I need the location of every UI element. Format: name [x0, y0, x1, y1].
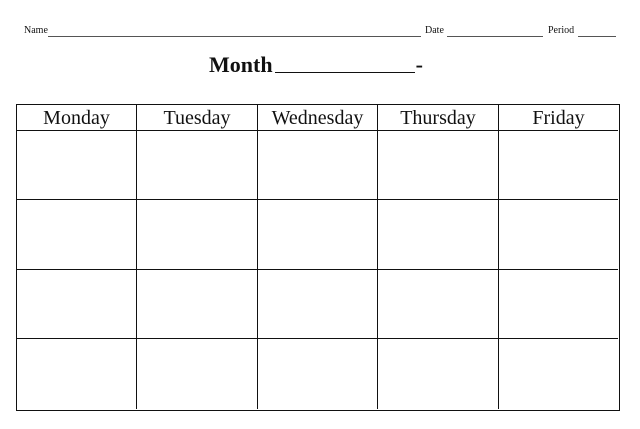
calendar-cell[interactable]	[17, 339, 137, 409]
calendar-cell[interactable]	[378, 339, 499, 409]
calendar-cell[interactable]	[378, 200, 499, 270]
calendar-cell[interactable]	[499, 131, 618, 200]
calendar-cell[interactable]	[258, 270, 378, 339]
header-fields	[24, 24, 616, 38]
month-title	[209, 51, 423, 79]
calendar-cell[interactable]	[499, 339, 618, 409]
calendar-cell[interactable]	[137, 270, 258, 339]
day-header-monday: Monday	[17, 105, 137, 131]
day-header-tuesday: Tuesday	[137, 105, 258, 131]
calendar-cell[interactable]	[17, 270, 137, 339]
calendar-cell[interactable]	[258, 131, 378, 200]
day-header-thursday: Thursday	[378, 105, 499, 131]
weekly-calendar-grid	[16, 104, 620, 411]
day-header-friday: Friday	[499, 105, 618, 131]
month-label: Month	[209, 52, 273, 77]
period-field[interactable]	[578, 36, 616, 37]
calendar-cell[interactable]	[378, 131, 499, 200]
calendar-cell[interactable]	[137, 339, 258, 409]
month-field[interactable]	[275, 52, 415, 73]
date-field[interactable]	[447, 36, 543, 37]
calendar-cell[interactable]	[137, 131, 258, 200]
date-label: Date	[425, 25, 444, 36]
calendar-cell[interactable]	[378, 270, 499, 339]
calendar-cell[interactable]	[17, 131, 137, 200]
name-field[interactable]	[48, 36, 421, 37]
calendar-cell[interactable]	[258, 339, 378, 409]
calendar-cell[interactable]	[258, 200, 378, 270]
month-dash: -	[415, 52, 423, 77]
calendar-cell[interactable]	[499, 270, 618, 339]
day-header-wednesday: Wednesday	[258, 105, 378, 131]
period-label: Period	[548, 25, 575, 36]
calendar-cell[interactable]	[499, 200, 618, 270]
calendar-cell[interactable]	[137, 200, 258, 270]
calendar-cell[interactable]	[17, 200, 137, 270]
name-label: Name	[24, 25, 48, 36]
